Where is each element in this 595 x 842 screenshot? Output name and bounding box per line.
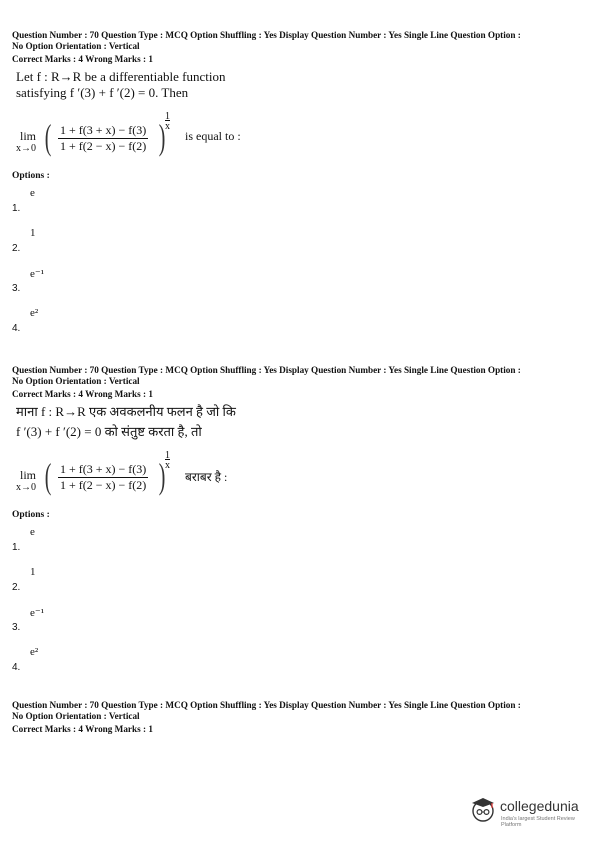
option-value: e⁻¹: [30, 607, 44, 619]
question-block-hindi: [12, 365, 582, 680]
option-number: 2.: [12, 582, 21, 593]
fraction-numerator: 1 + f(3 + x) − f(3): [60, 123, 147, 137]
option-value: e²: [30, 307, 39, 319]
option-number: 3.: [12, 622, 21, 633]
question-text: satisfying f ′(3) + f ′(2) = 0. Then: [16, 85, 189, 100]
option-value: e: [30, 187, 35, 199]
option-item[interactable]: [12, 181, 582, 221]
option-value: e²: [30, 646, 39, 658]
lim-word: lim: [20, 129, 37, 143]
limit-expression: [16, 448, 582, 504]
fraction-denominator: 1 + f(2 − x) − f(2): [60, 139, 147, 153]
options-list: [12, 520, 582, 680]
question-block-english: [12, 30, 582, 341]
limit-tail-text: is equal to :: [185, 129, 241, 143]
option-number: 2.: [12, 243, 21, 254]
question-text: Let f : R→R be a differentiable function: [16, 69, 226, 84]
options-label: Options :: [12, 510, 50, 520]
option-value: e: [30, 526, 35, 538]
limit-expression: [16, 109, 582, 165]
question-meta-line: Question Number : 70 Question Type : MCQ Option Shuffling : Yes Display Question Number : Yes Single Line Question Option :: [12, 365, 521, 375]
exponent-denominator: x: [165, 121, 170, 132]
option-value: 1: [30, 566, 36, 578]
exponent: [165, 111, 170, 132]
left-paren: (: [44, 117, 52, 157]
question-text: माना f : R→R एक अवकलनीय फलन है जो कि: [16, 404, 236, 419]
collegedunia-logo[interactable]: [468, 792, 586, 832]
question-meta-line: No Option Orientation : Vertical: [12, 711, 140, 721]
options-list: [12, 181, 582, 341]
exponent-denominator: x: [165, 460, 170, 471]
option-number: 4.: [12, 662, 21, 673]
option-number: 3.: [12, 283, 21, 294]
question-meta-line: Question Number : 70 Question Type : MCQ Option Shuffling : Yes Display Question Number : Yes Single Line Question Option :: [12, 30, 521, 40]
exponent-numerator: 1: [165, 111, 170, 122]
option-value: 1: [30, 227, 36, 239]
option-item[interactable]: [12, 600, 582, 640]
question-meta-line: No Option Orientation : Vertical: [12, 41, 140, 51]
option-number: 1.: [12, 203, 21, 214]
option-number: 4.: [12, 323, 21, 334]
option-item[interactable]: [12, 520, 582, 560]
marks-line: Correct Marks : 4 Wrong Marks : 1: [12, 724, 153, 734]
lim-word: lim: [20, 468, 37, 482]
fraction-numerator: 1 + f(3 + x) − f(3): [60, 462, 147, 476]
option-item[interactable]: [12, 221, 582, 261]
exponent: [165, 450, 170, 471]
lim-subscript: x→0: [16, 143, 36, 154]
right-paren: ): [158, 117, 166, 157]
question-meta-line: Question Number : 70 Question Type : MCQ Option Shuffling : Yes Display Question Number : Yes Single Line Question Option :: [12, 700, 521, 710]
option-item[interactable]: [12, 301, 582, 341]
logo-wordmark: collegedunia: [500, 798, 579, 814]
option-item[interactable]: [12, 560, 582, 600]
question-meta-line: No Option Orientation : Vertical: [12, 376, 140, 386]
fraction-denominator: 1 + f(2 − x) − f(2): [60, 478, 147, 492]
marks-line: Correct Marks : 4 Wrong Marks : 1: [12, 54, 153, 64]
option-item[interactable]: [12, 261, 582, 301]
options-label: Options :: [12, 171, 50, 181]
option-value: e⁻¹: [30, 268, 44, 280]
logo-tagline: India's largest Student Review Platform: [501, 816, 575, 828]
option-number: 1.: [12, 542, 21, 553]
marks-line: Correct Marks : 4 Wrong Marks : 1: [12, 389, 153, 399]
graduation-cap-icon: [468, 794, 498, 824]
question-text: f ′(3) + f ′(2) = 0 को संतुष्ट करता है, तो: [16, 424, 202, 439]
limit-tail-text: बराबर है :: [185, 470, 228, 484]
exponent-numerator: 1: [165, 450, 170, 461]
option-item[interactable]: [12, 640, 582, 680]
left-paren: (: [44, 456, 52, 496]
right-paren: ): [158, 456, 166, 496]
question-block-footer: [12, 700, 582, 735]
lim-subscript: x→0: [16, 482, 36, 493]
